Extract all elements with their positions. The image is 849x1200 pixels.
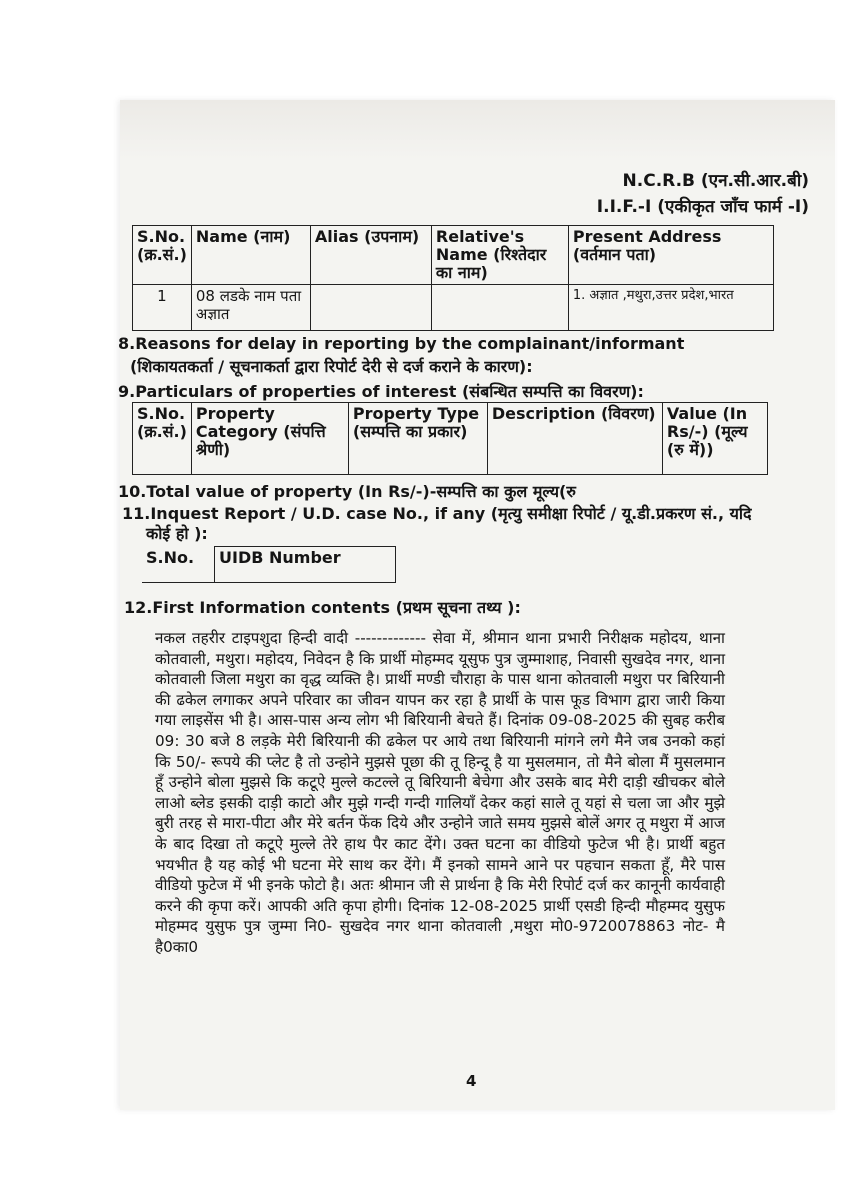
col-property-category: Property Category (संपत्ति श्रेणी) [191,403,348,475]
section-8-subtitle: (शिकायतकर्ता / सूचनाकर्ता द्वारा रिपोर्ट देरी से दर्ज कराने के कारण): [130,357,533,376]
col-name: Name (नाम) [191,226,310,285]
col-value: Value (In Rs/-) (मूल्य (रु में)) [662,403,767,475]
table-row [133,285,774,331]
iif-header: I.I.F.-I (एकीकृत जाँच फार्म -I) [596,197,809,217]
cell-alias [310,285,431,331]
section-8-title: 8.Reasons for delay in reporting by the complainant/informant [118,334,685,353]
col-property-type: Property Type (सम्पत्ति का प्रकार) [348,403,487,475]
section-9-title: 9.Particulars of properties of interest (संबन्धित सम्पत्ति का विवरण): [118,382,644,401]
cell-sno: 1 [133,285,192,331]
col-description: Description (विवरण) [487,403,662,475]
col-relative: Relative's Name (रिश्तेदार का नाम) [431,226,568,285]
section-12-title: 12.First Information contents (प्रथम सूचना तथ्य ): [124,598,521,617]
first-information-contents: नकल तहरीर टाइपशुदा हिन्दी वादी ------------- सेवा में, श्रीमान थाना प्रभारी निरीक्षक महोदय, थाना कोतवाली, मथुरा। महोदय, निवेदन है कि प्रार्थी मोहम्मद यूसुफ पुत्र जुम्माशाह, निवासी सुखदेव नगर, थाना कोतवाली जिला मथुरा का वृद्ध व्यक्ति है। प्रार्थी मण्डी चौराहा के पास थाना कोतवाली मथुरा पर बिरियानी की ढकेल लगाकर अपने परिवार का जीवन यापन कर रहा है प्रार्थी के पास फूड विभाग द्वारा जारी किया गया लाइसेंस भी है। आस-पास अन्य लोग भी बिरियानी बेचते हैं। दिनांक 09-08-2025 की सुबह करीब 09: 30 बजे 8 लड़के मेरी बिरियानी की ढकेल पर आये तथा बिरियानी मांगने लगे मैने जब उनको कहां कि 50/- रूपये की प्लेट है तो उन्होने मुझसे पूछा की तू हिन्दू है या मुसलमान, तो मैने बोला मैं मुसलमान हूँ उन्होने बोला मुझसे कि कटूऐ मुल्ले कटल्ले तू बिरियानी बेचेगा और उसके बाद मेरी दाड़ी खीचकर बोले लाओ ब्लेड इसकी दाड़ी काटो और मुझे गन्दी गन्दी गालियाँ देकर कहां साले तू यहां से चला जा और मुझे बुरी तरह से मारा-पीटा और मेरे बर्तन फेंक दिये और उन्होने जाते समय मुझसे बोलें अगर तू मथुरा में आज के बाद दिखा तो कटूऐ मुल्ले तेरे हाथ पैर काट देंगे। उक्त घटना का वीडियो फुटेज भी है। प्रार्थी बहुत भयभीत है यह कोई भी घटना मेरे साथ कर देंगे। मैं इनको सामने आने पर पहचान सकता हूँ, मैरे पास वीडियो फुटेज में भी इनके फोटो है। अतः श्रीमान जी से प्रार्थना है कि मेरी रिपोर्ट दर्ज कर कानूनी कार्यवाही करने की कृपा करें। आपकी अति कृपा होगी। दिनांक 12-08-2025 प्रार्थी एसडी हिन्दी मौहम्मद युसुफ मोहम्मद युसुफ पुत्र जुम्मा नि0- सुखदेव नगर थाना कोतवाली ,मथुरा मो0-9720078863 नोट- मै है0का0 [155,629,725,956]
col-address: Present Address (वर्तमान पता) [568,226,773,285]
section-11-title: 11.Inquest Report / U.D. case No., if any (मृत्यु समीक्षा रिपोर्ट / यू.डी.प्रकरण सं., यदि [122,504,752,523]
page-number: 4 [466,1072,477,1090]
cell-relative [431,285,568,331]
uidb-table [142,546,396,583]
accused-table [132,225,774,331]
property-table [132,402,768,475]
col-sno: S.No. (क्र.सं.) [133,226,192,285]
col-sno: S.No. [142,547,215,583]
accused-table-header [133,226,774,285]
section-11-title-cont: कोई हो ): [146,524,208,543]
uidb-table-header [142,547,396,583]
col-alias: Alias (उपनाम) [310,226,431,285]
section-10-title: 10.Total value of property (In Rs/-)-सम्पत्ति का कुल मूल्य(रु [118,482,576,501]
col-sno: S.No. (क्र.सं.) [133,403,192,475]
cell-name: 08 लडके नाम पता अज्ञात [191,285,310,331]
property-table-header [133,403,768,475]
page-shadow [120,100,835,160]
col-uidb-number: UIDB Number [215,547,396,583]
cell-address: 1. अज्ञात ,मथुरा,उत्तर प्रदेश,भारत [568,285,773,331]
ncrb-header: N.C.R.B (एन.सी.आर.बी) [622,171,809,191]
